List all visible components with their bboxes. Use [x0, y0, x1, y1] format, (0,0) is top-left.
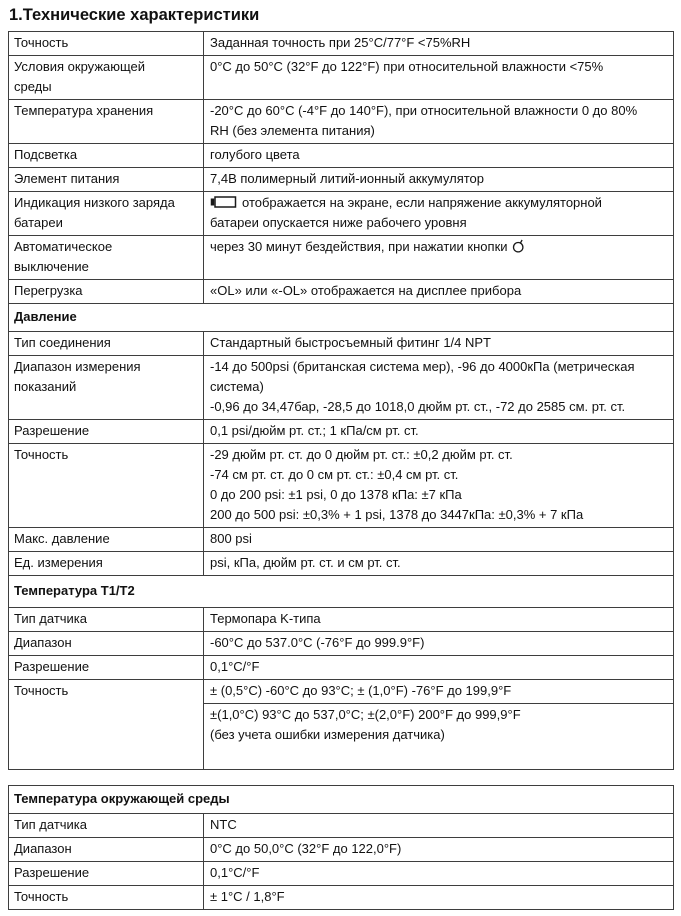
spec-row: [9, 99, 673, 143]
spec-label-line: батареи: [14, 215, 63, 230]
value-text: батареи опускается ниже рабочего уровня: [210, 215, 467, 230]
value-block: [204, 236, 673, 279]
value-line: [210, 237, 667, 257]
spec-value: [204, 656, 673, 679]
value-line: [210, 193, 667, 213]
spec-label: [9, 56, 204, 99]
value-text: отображается на экране, если напряжение аккумуляторной: [242, 195, 602, 210]
value-line: [210, 333, 667, 353]
value-line: [210, 357, 667, 377]
low-battery-icon: [210, 196, 237, 208]
value-line: [210, 815, 667, 835]
specs-table-ambient: [8, 785, 674, 910]
value-line: [210, 101, 667, 121]
spec-label-line: Точность: [14, 447, 69, 462]
section-header-label: Температура окружающей среды: [14, 791, 230, 806]
spec-value: [204, 332, 673, 355]
spec-label: [9, 144, 204, 167]
spec-row: [9, 32, 673, 55]
spec-label: [9, 420, 204, 443]
spec-row: [9, 167, 673, 191]
value-line: [210, 609, 667, 629]
specs-table-main: [8, 31, 674, 770]
value-block: [204, 100, 673, 143]
value-block: [204, 192, 673, 235]
spec-row: [9, 331, 673, 355]
value-text: 0,1°C/°F: [210, 659, 260, 674]
value-block: [204, 632, 673, 655]
spec-label: [9, 656, 204, 679]
value-line: [210, 213, 667, 233]
spec-label: [9, 280, 204, 303]
value-text: 200 до 500 psi: ±0,3% + 1 psi, 1378 до 3447кПа: ±0,3% + 7 кПа: [210, 507, 584, 522]
spec-value: [204, 680, 673, 769]
section-header-row: [9, 575, 673, 607]
value-line: [210, 863, 667, 883]
spec-label: [9, 100, 204, 143]
value-block: [204, 32, 673, 55]
spec-label: [9, 192, 204, 235]
value-text: 0,1°C/°F: [210, 865, 260, 880]
spec-row: [9, 861, 673, 885]
spec-label: [9, 32, 204, 55]
spec-label-line: Элемент питания: [14, 171, 120, 186]
value-block: [204, 528, 673, 551]
value-text: (без учета ошибки измерения датчика): [210, 727, 445, 742]
value-text: -0,96 до 34,47бар, -28,5 до 1018,0 дюйм рт. ст., -72 до 2585 см. рт. ст.: [210, 399, 626, 414]
value-block: [204, 656, 673, 679]
value-text: -74 см рт. ст. до 0 см рт. ст.: ±0,4 см рт. ст.: [210, 467, 459, 482]
value-line: [210, 485, 667, 505]
spec-label-line: Разрешение: [14, 865, 90, 880]
spec-value: [204, 356, 673, 419]
spec-value: [204, 100, 673, 143]
value-line: [210, 553, 667, 573]
spec-label-line: среды: [14, 79, 52, 94]
spec-value: [204, 814, 673, 837]
spec-label: [9, 814, 204, 837]
spec-row: [9, 837, 673, 861]
value-line: [210, 121, 667, 141]
spec-row: [9, 607, 673, 631]
value-text: ± 1°C / 1,8°F: [210, 889, 285, 904]
value-line: [210, 681, 667, 701]
spec-value: [204, 168, 673, 191]
value-block: [204, 703, 673, 769]
spec-value: [204, 280, 673, 303]
spec-value: [204, 32, 673, 55]
spec-label-line: Тип соединения: [14, 335, 111, 350]
value-text: система): [210, 379, 264, 394]
spec-value: [204, 56, 673, 99]
spec-label-line: Автоматическое: [14, 239, 113, 254]
spec-value: [204, 144, 673, 167]
spec-row: [9, 191, 673, 235]
spec-value: [204, 236, 673, 279]
value-text: 0 до 200 psi: ±1 psi, 0 до 1378 кПа: ±7 кПа: [210, 487, 462, 502]
value-text: 0,1 psi/дюйм рт. ст.; 1 кПа/см рт. ст.: [210, 423, 419, 438]
spec-label: [9, 608, 204, 631]
spec-label-line: Температура хранения: [14, 103, 154, 118]
spec-value: [204, 632, 673, 655]
spec-row: [9, 655, 673, 679]
value-text: -20°C до 60°C (-4°F до 140°F), при относительной влажности 0 до 80%: [210, 103, 638, 118]
section-header-row: [9, 786, 673, 813]
value-block: [204, 332, 673, 355]
spec-row: [9, 419, 673, 443]
section-header-label: Температура T1/T2: [14, 583, 135, 598]
value-block: [204, 144, 673, 167]
value-text: ±(1,0°C) 93°C до 537,0°C; ±(2,0°F) 200°F до 999,9°F: [210, 707, 521, 722]
spec-row: [9, 55, 673, 99]
spec-row: [9, 443, 673, 527]
spec-label: [9, 838, 204, 861]
spec-row: [9, 143, 673, 167]
value-block: [204, 56, 673, 99]
value-block: [204, 552, 673, 575]
value-text: голубого цвета: [210, 147, 300, 162]
value-line: [210, 145, 667, 165]
spec-label-line: Тип датчика: [14, 817, 88, 832]
value-line: [210, 377, 667, 397]
value-text: -29 дюйм рт. ст. до 0 дюйм рт. ст.: ±0,2 дюйм рт. ст.: [210, 447, 513, 462]
value-line: [210, 887, 667, 907]
value-block: [204, 608, 673, 631]
spec-label: [9, 332, 204, 355]
value-block: [204, 838, 673, 861]
section-header-label: Давление: [14, 309, 77, 324]
spec-label: [9, 528, 204, 551]
spec-label-line: Точность: [14, 889, 69, 904]
value-text: -60°C до 537.0°C (-76°F до 999.9°F): [210, 635, 425, 650]
value-block: [204, 862, 673, 885]
value-line: [210, 465, 667, 485]
spec-label-line: показаний: [14, 379, 77, 394]
value-block: [204, 680, 673, 703]
value-text: -14 до 500psi (британская система мер), -96 до 4000кПа (метрическая: [210, 359, 635, 374]
value-text: Термопара K-типа: [210, 611, 321, 626]
spec-value: [204, 838, 673, 861]
spec-label-line: Индикация низкого заряда: [14, 195, 175, 210]
spec-value: [204, 192, 673, 235]
value-line: [210, 57, 667, 77]
spec-value: [204, 552, 673, 575]
spec-label-line: Макс. давление: [14, 531, 110, 546]
spec-label-line: Разрешение: [14, 659, 90, 674]
spec-label: [9, 552, 204, 575]
spec-row: [9, 235, 673, 279]
spec-label-line: Точность: [14, 35, 69, 50]
spec-label: [9, 236, 204, 279]
value-line: [210, 633, 667, 653]
value-line: [210, 705, 667, 725]
spec-label: [9, 862, 204, 885]
value-line: [210, 839, 667, 859]
spec-row: [9, 527, 673, 551]
value-text: psi, кПа, дюйм рт. ст. и см рт. ст.: [210, 555, 401, 570]
spec-label: [9, 886, 204, 909]
spec-label: [9, 632, 204, 655]
value-text: 7,4В полимерный литий-ионный аккумулятор: [210, 171, 484, 186]
spec-label-line: Точность: [14, 683, 69, 698]
spec-row: [9, 679, 673, 769]
spec-value: [204, 886, 673, 909]
value-text: Стандартный быстросъемный фитинг 1/4 NPT: [210, 335, 491, 350]
value-text: через 30 минут бездействия, при нажатии кнопки: [210, 239, 508, 254]
value-text: RH (без элемента питания): [210, 123, 375, 138]
spec-row: [9, 551, 673, 575]
page-title: 1.Технические характеристики: [9, 6, 260, 24]
value-block: [204, 168, 673, 191]
value-block: [204, 280, 673, 303]
value-line: [210, 77, 667, 97]
spec-label: [9, 356, 204, 419]
value-line: [210, 725, 667, 745]
value-block: [204, 886, 673, 909]
spec-value: [204, 420, 673, 443]
spec-label-line: Диапазон: [14, 841, 72, 856]
value-text: 0°C до 50°C (32°F до 122°F) при относительной влажности <75%: [210, 59, 604, 74]
spec-label-line: Условия окружающей: [14, 59, 146, 74]
value-line: [210, 257, 667, 277]
spec-row: [9, 355, 673, 419]
value-text: ± (0,5°C) -60°C до 93°C; ± (1,0°F) -76°F до 199,9°F: [210, 683, 512, 698]
value-line: [210, 529, 667, 549]
spec-label: [9, 680, 204, 769]
value-line: [210, 33, 667, 53]
spec-value: [204, 444, 673, 527]
spec-label-line: Тип датчика: [14, 611, 88, 626]
value-line: [210, 657, 667, 677]
spec-label: [9, 168, 204, 191]
section-header-row: [9, 303, 673, 331]
spec-label-line: Разрешение: [14, 423, 90, 438]
value-line: [210, 281, 667, 301]
value-text: NTC: [210, 817, 237, 832]
spec-label-line: Ед. измерения: [14, 555, 103, 570]
value-line: [210, 397, 667, 417]
spec-label: [9, 444, 204, 527]
spec-label-line: Диапазон: [14, 635, 72, 650]
value-line: [210, 169, 667, 189]
value-text: 0°C до 50,0°C (32°F до 122,0°F): [210, 841, 402, 856]
value-block: [204, 420, 673, 443]
value-block: [204, 444, 673, 527]
value-text: 800 psi: [210, 531, 252, 546]
spec-label-line: Подсветка: [14, 147, 78, 162]
value-block: [204, 356, 673, 419]
spec-value: [204, 862, 673, 885]
value-line: [210, 421, 667, 441]
spec-row: [9, 631, 673, 655]
value-line: [210, 505, 667, 525]
spec-row: [9, 885, 673, 909]
spec-label-line: Перегрузка: [14, 283, 83, 298]
spec-label-line: Диапазон измерения: [14, 359, 141, 374]
value-text: «OL» или «-OL» отображается на дисплее прибора: [210, 283, 522, 298]
value-block: [204, 814, 673, 837]
spec-row: [9, 813, 673, 837]
value-text: Заданная точность при 25°C/77°F <75%RH: [210, 35, 471, 50]
value-line: [210, 445, 667, 465]
spec-label-line: выключение: [14, 259, 89, 274]
power-icon: [512, 239, 525, 253]
spec-value: [204, 528, 673, 551]
spec-row: [9, 279, 673, 303]
spec-value: [204, 608, 673, 631]
